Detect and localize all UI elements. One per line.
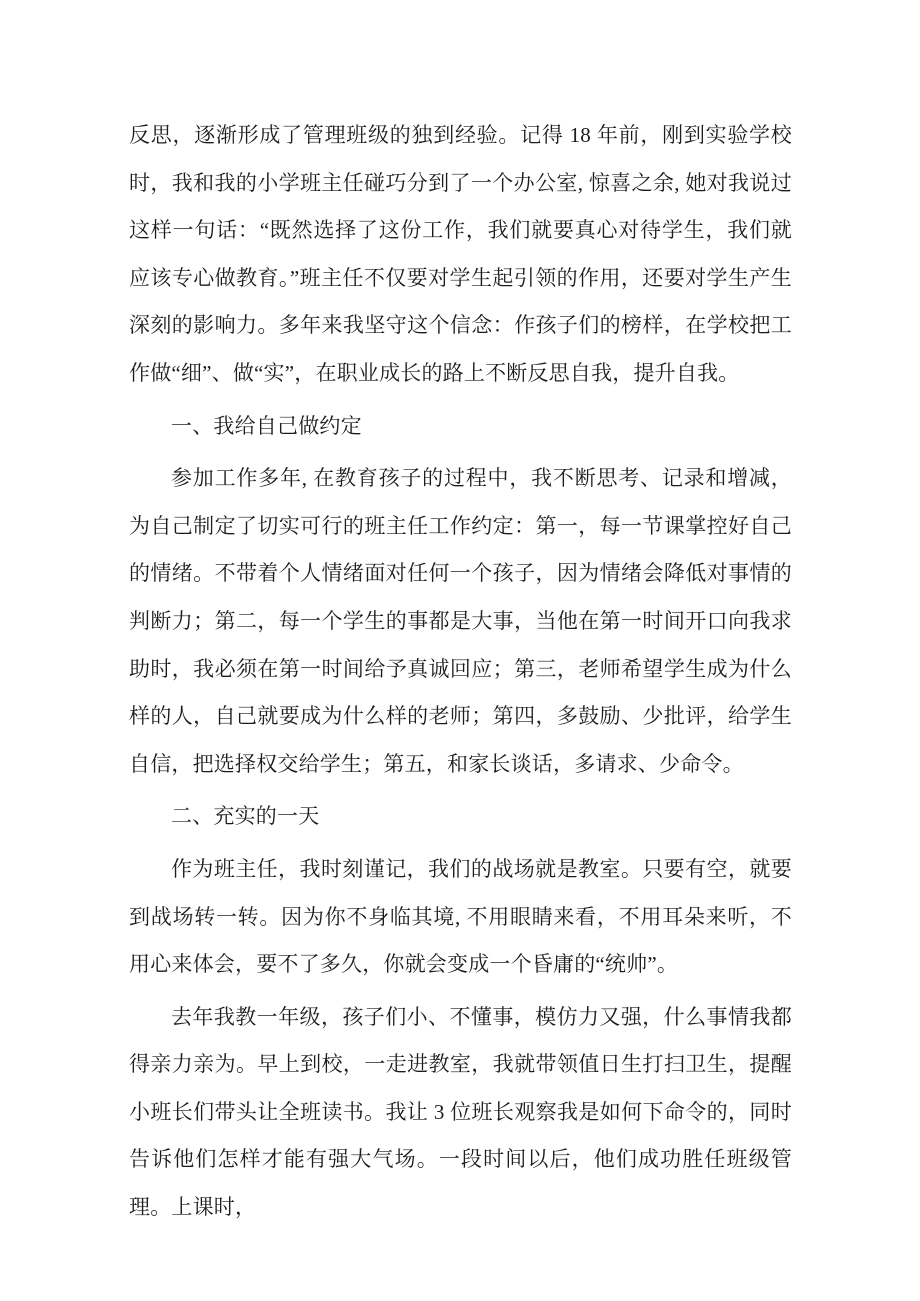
section-heading-1: 一、我给自己做约定 [171, 413, 362, 438]
paragraph-continued: 反思，逐渐形成了管理班级的独到经验。记得 18 年前，刚到实验学校时，我和我的小学班主任碰巧分到了一个办公室, 惊喜之余, 她对我说过这样一句话：“既然选择了这份工作，我们就要真心对待学生，我们就应该专心做教育。”班主任不仅要对学生起引领的作用，还要对学生产生深刻的影响力。多年来我坚守这个信念：作孩子们的榜样，在学校把工作做“细”、做“实”，在职业成长的路上不断反思自我，提升自我。 [129, 123, 792, 385]
paragraph-body: 去年我教一年级，孩子们小、不懂事，模仿力又强，什么事情我都得亲力亲为。早上到校，一走进教室，我就带领值日生打扫卫生，提醒小班长们带头让全班读书。我让 3 位班长观察我是如何下命令的，同时告诉他们怎样才能有强大气场。一段时间以后，他们成功胜任班级管理。上课时， [129, 1004, 792, 1220]
section-heading-2: 二、充实的一天 [171, 804, 320, 829]
paragraph-body: 参加工作多年, 在教育孩子的过程中，我不断思考、记录和增减，为自己制定了切实可行的班主任工作约定：第一，每一节课掌控好自己的情绪。不带着个人情绪面对任何一个孩子，因为情绪会降低对事情的判断力；第二，每一个学生的事都是大事，当他在第一时间开口向我求助时，我必须在第一时间给予真诚回应；第三，老师希望学生成为什么样的人，自己就要成为什么样的老师；第四，多鼓励、少批评，给学生自信，把选择权交给学生；第五，和家长谈话，多请求、少命令。 [129, 466, 792, 776]
paragraph-body: 作为班主任，我时刻谨记，我们的战场就是教室。只要有空，就要到战场转一转。因为你不身临其境, 不用眼睛来看，不用耳朵来听，不用心来体会，要不了多久，你就会变成一个昏庸的“统帅”。 [129, 856, 792, 977]
document-page [129, 112, 792, 1237]
